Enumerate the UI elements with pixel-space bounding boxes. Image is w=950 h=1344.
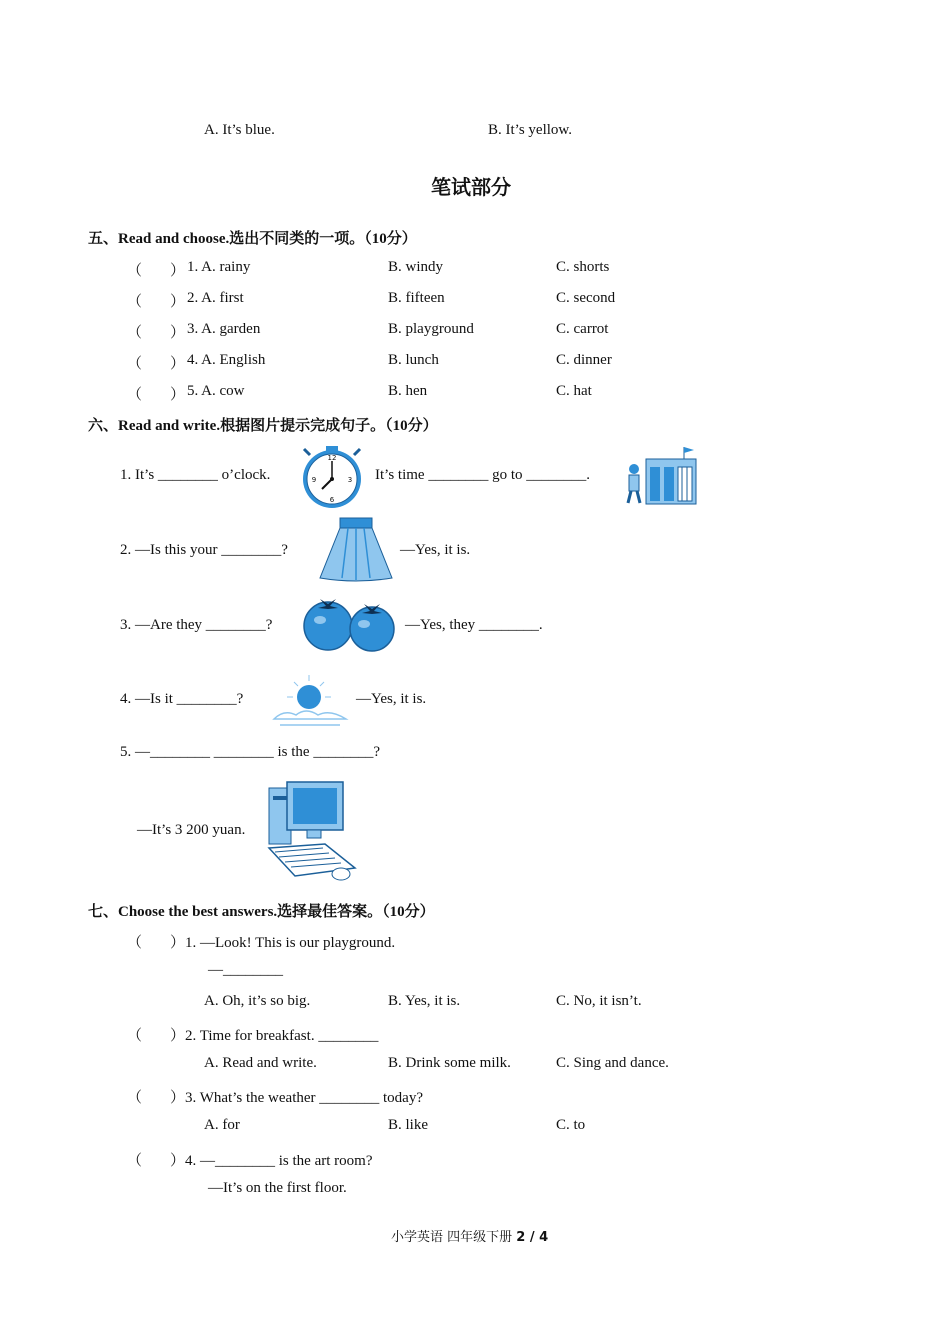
list-item: 2. A. first bbox=[187, 290, 244, 306]
list-item: 4. A. English bbox=[187, 352, 266, 368]
option-c: C. hat bbox=[556, 383, 592, 399]
sunny-icon bbox=[270, 669, 350, 729]
svg-text:12: 12 bbox=[327, 454, 337, 462]
footer-text: 小学英语 四年级下册 bbox=[391, 1230, 513, 1245]
answer-paren: （ bbox=[127, 325, 143, 341]
option-c: C. to bbox=[556, 1117, 586, 1133]
answer-paren: （ bbox=[127, 294, 143, 310]
option-a: A. It’s blue. bbox=[204, 122, 275, 138]
answer-paren: （ bbox=[127, 1028, 143, 1044]
question-5-text: 5. —________ ________ is the ________? bbox=[120, 744, 380, 760]
option-b: B. playground bbox=[388, 321, 474, 337]
question-4-text-b: —Yes, it is. bbox=[356, 691, 427, 707]
question-2-text-b: —Yes, it is. bbox=[400, 542, 471, 558]
question-2: ）2. Time for breakfast. ________ bbox=[170, 1028, 379, 1044]
svg-text:6: 6 bbox=[329, 496, 335, 504]
option-c: C. carrot bbox=[556, 321, 609, 337]
page-number: 2 / 4 bbox=[516, 1230, 549, 1245]
question-4-answer: —It’s on the first floor. bbox=[208, 1180, 347, 1196]
option-a: A. Oh, it’s so big. bbox=[204, 993, 311, 1009]
option-b: B. lunch bbox=[388, 352, 439, 368]
list-item: 3. A. garden bbox=[187, 321, 261, 337]
answer-paren: （ bbox=[127, 1153, 143, 1169]
section5-heading: 五、Read and choose.选出不同类的一项。（10分） bbox=[88, 231, 417, 247]
list-item: 1. A. rainy bbox=[187, 259, 251, 275]
option-b: B. like bbox=[388, 1117, 428, 1133]
question-3-text-b: —Yes, they ________. bbox=[405, 617, 543, 633]
question-5-answer: —It’s 3 200 yuan. bbox=[137, 822, 246, 838]
footer bbox=[391, 1226, 548, 1245]
section7-heading: 七、Choose the best answers.选择最佳答案。（10分） bbox=[88, 904, 435, 920]
answer-paren-close: ） bbox=[170, 263, 186, 279]
option-b: B. fifteen bbox=[388, 290, 445, 306]
section6-heading: 六、Read and write.根据图片提示完成句子。（10分） bbox=[88, 418, 438, 434]
option-b: B. It’s yellow. bbox=[488, 122, 573, 138]
option-c: C. No, it isn’t. bbox=[556, 993, 642, 1009]
question-4-text: 4. —Is it ________? bbox=[120, 691, 244, 707]
clock-icon bbox=[298, 443, 366, 511]
option-c: C. Sing and dance. bbox=[556, 1055, 669, 1071]
option-c: C. second bbox=[556, 290, 616, 306]
answer-paren: （ bbox=[127, 935, 143, 951]
computer-icon bbox=[265, 778, 360, 886]
answer-paren: （ bbox=[127, 387, 143, 403]
option-b: B. hen bbox=[388, 383, 428, 399]
question-3: ）3. What’s the weather ________ today? bbox=[170, 1090, 423, 1106]
option-b: B. Yes, it is. bbox=[388, 993, 461, 1009]
list-item: 5. A. cow bbox=[187, 383, 245, 399]
answer-paren: （ bbox=[127, 1090, 143, 1106]
option-a: A. Read and write. bbox=[204, 1055, 317, 1071]
answer-paren: （ bbox=[127, 356, 143, 372]
svg-text:9: 9 bbox=[311, 476, 317, 484]
question-3-text: 3. —Are they ________? bbox=[120, 617, 273, 633]
page-title: 笔试部分 bbox=[431, 175, 511, 199]
question-1-text: 1. It’s ________ o’clock. bbox=[120, 467, 271, 483]
option-b: B. Drink some milk. bbox=[388, 1055, 511, 1071]
question-1: ）1. —Look! This is our playground. bbox=[170, 935, 396, 951]
svg-text:3: 3 bbox=[347, 476, 353, 484]
question-1-text-b: It’s time ________ go to ________. bbox=[375, 467, 590, 483]
answer-paren-close: ） bbox=[170, 356, 186, 372]
answer-paren: （ bbox=[127, 263, 143, 279]
answer-paren-close: ） bbox=[170, 325, 186, 341]
option-b: B. windy bbox=[388, 259, 444, 275]
option-c: C. shorts bbox=[556, 259, 610, 275]
question-2-text: 2. —Is this your ________? bbox=[120, 542, 288, 558]
skirt-icon bbox=[318, 514, 394, 584]
tomatoes-icon bbox=[300, 596, 400, 654]
school-icon bbox=[624, 445, 704, 508]
question-4: ）4. —________ is the art room? bbox=[170, 1153, 373, 1169]
option-a: A. for bbox=[204, 1117, 240, 1133]
option-c: C. dinner bbox=[556, 352, 612, 368]
answer-paren-close: ） bbox=[170, 294, 186, 310]
answer-paren-close: ） bbox=[170, 387, 186, 403]
question-1-blank: —________ bbox=[208, 962, 283, 978]
